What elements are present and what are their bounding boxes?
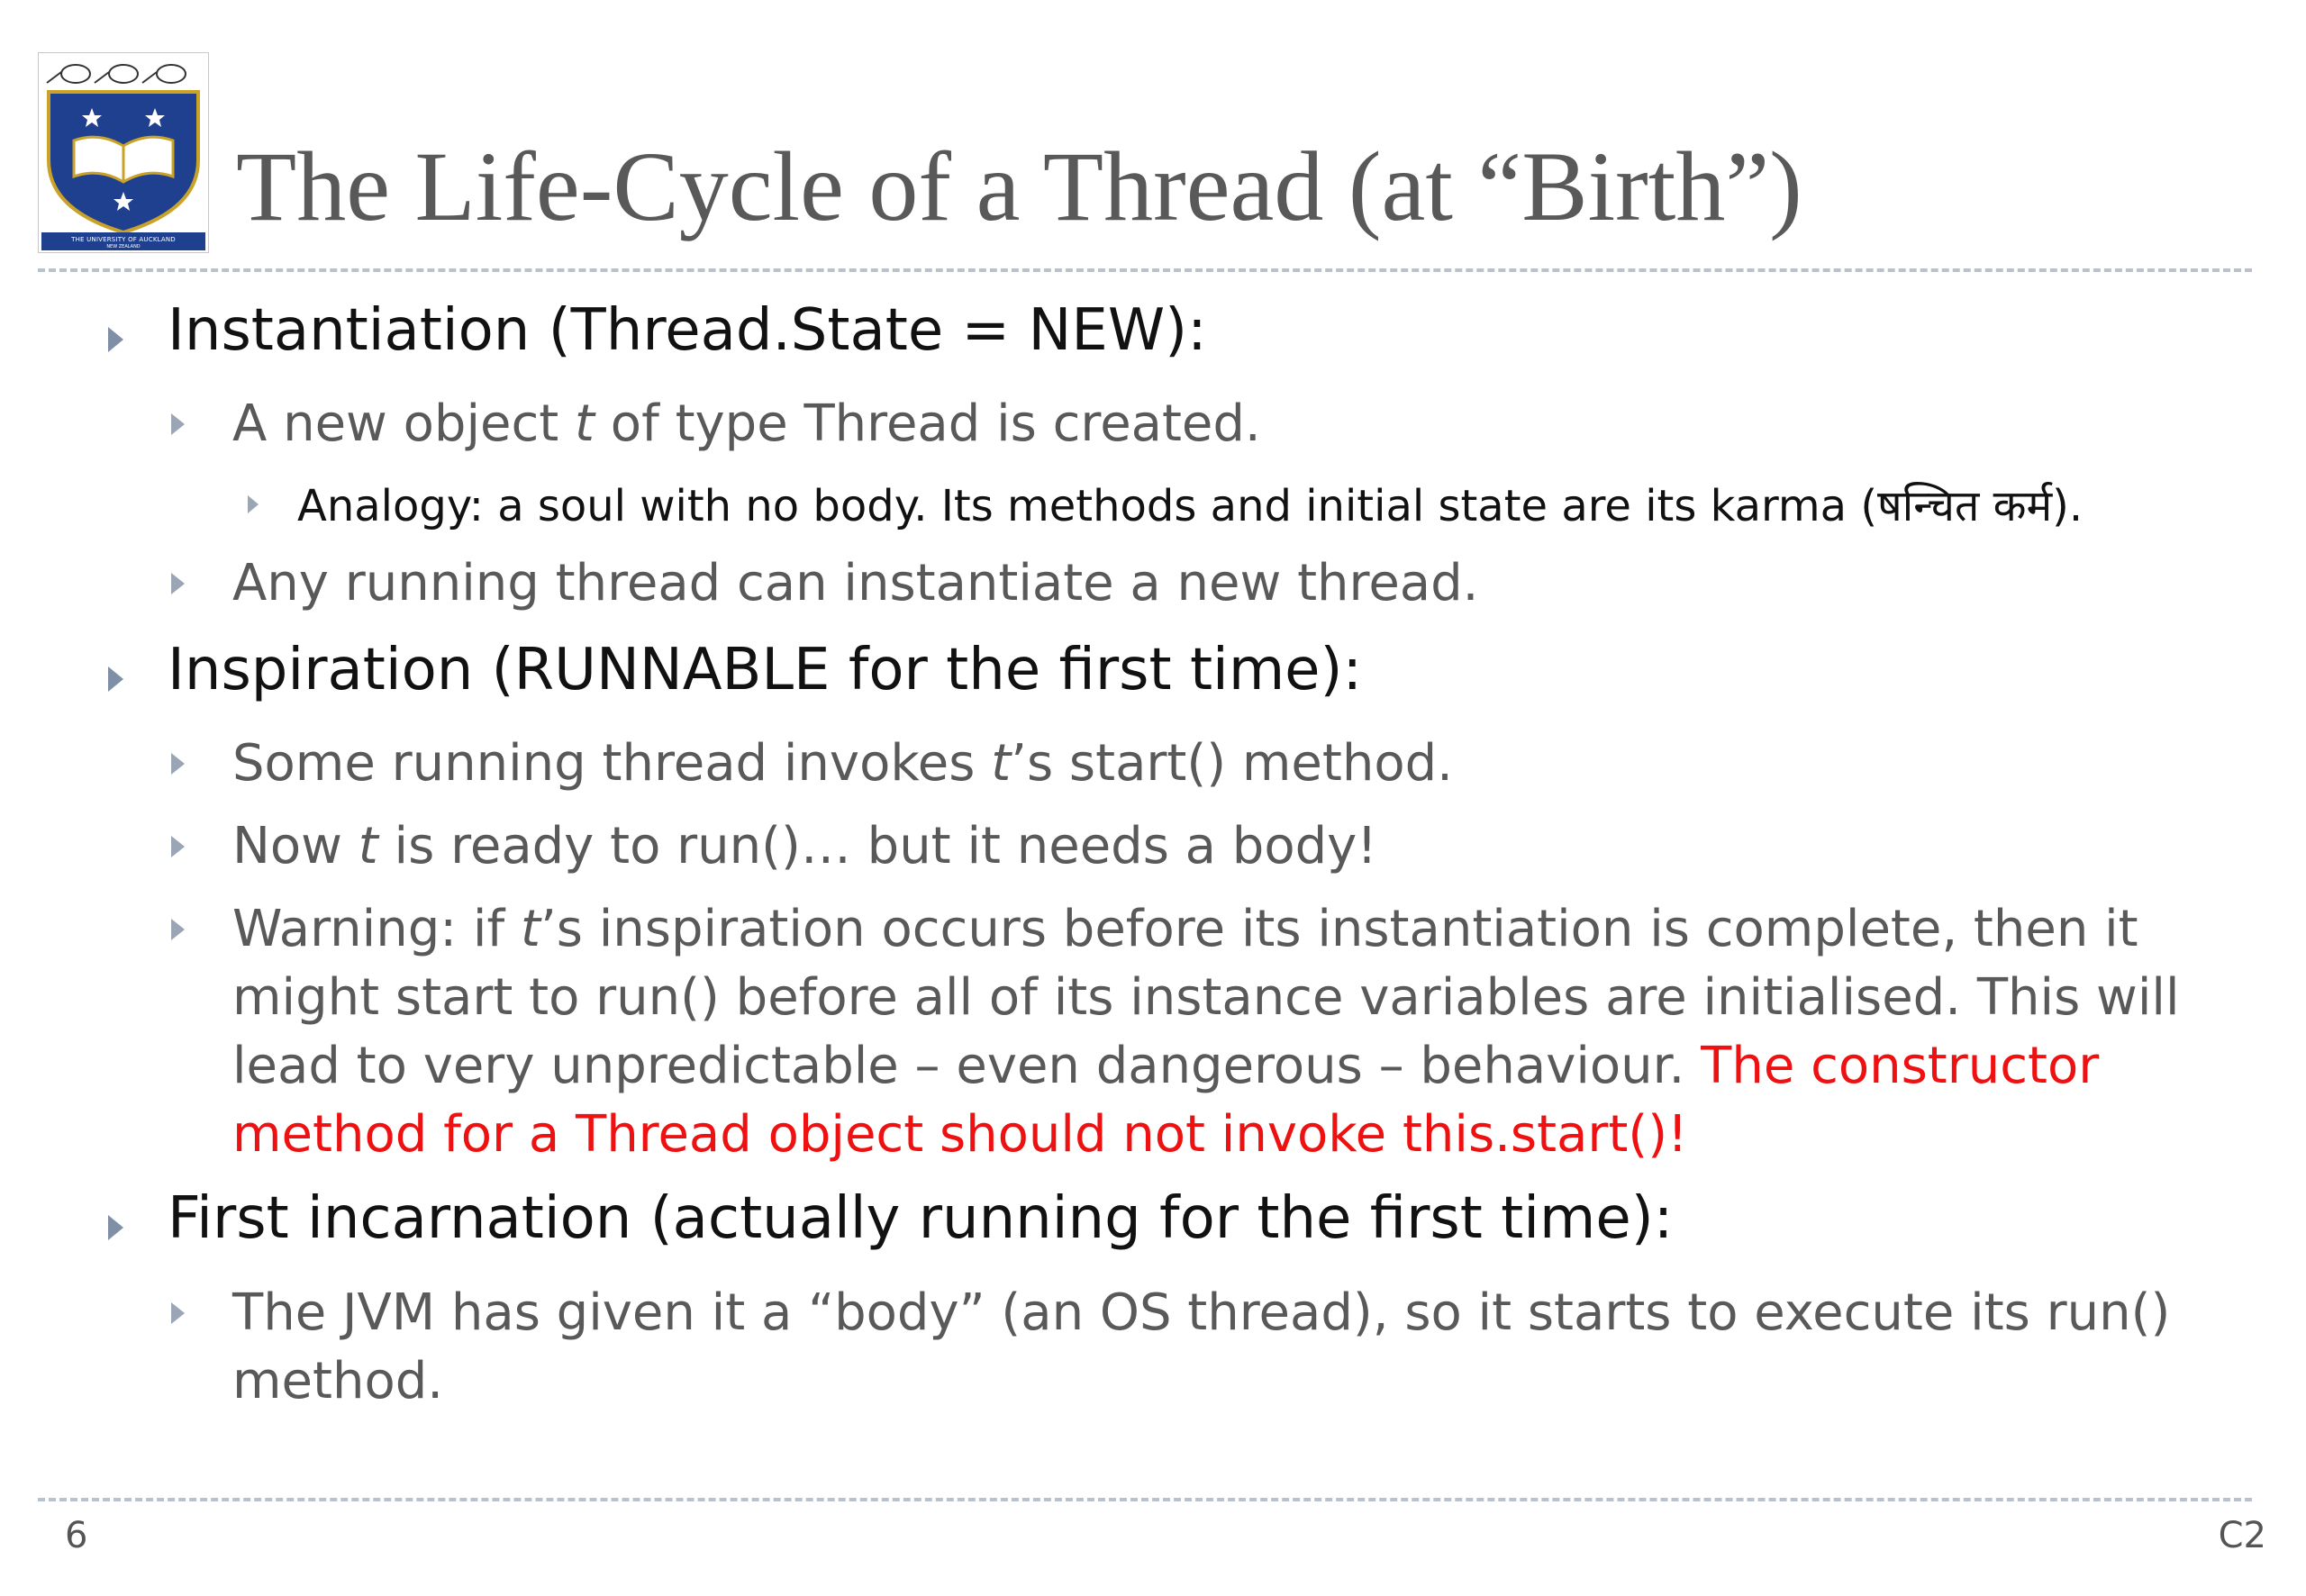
footer-code: C2 <box>2218 1515 2266 1556</box>
bullet-warning <box>232 895 2180 1169</box>
bullet-ready-to-run: Now t is ready to run()… but it needs a body! <box>232 817 1377 875</box>
bullet-arrow-icon <box>108 327 123 352</box>
bullet-heading-inspiration: Inspiration (RUNNABLE for the first time): <box>168 637 1363 703</box>
bullet-arrow-icon <box>108 667 123 692</box>
warning-line-1: Warning: if t’s inspiration occurs before its instantiation is complete, then it <box>232 900 2138 958</box>
bullet-analogy: Analogy: a soul with no body. Its methods and initial state are its karma (षन्चित कर्म). <box>297 481 2084 531</box>
bullet-arrow-icon <box>171 836 185 857</box>
bullet-jvm-body <box>232 1279 2170 1416</box>
bullet-heading-incarnation: First incarnation (actually running for the first time): <box>168 1185 1674 1252</box>
bullet-heading-instantiation: Instantiation (Thread.State = NEW): <box>168 297 1207 364</box>
bullet-arrow-icon <box>171 573 185 594</box>
bullet-arrow-icon <box>171 753 185 775</box>
logo-subtext: NEW ZEALAND <box>106 244 141 249</box>
bullet-arrow-icon <box>171 413 185 435</box>
warning-line-4: method for a Thread object should not invoke this.start()! <box>232 1105 1688 1164</box>
bullet-any-running-thread: Any running thread can instantiate a new thread. <box>232 554 1479 612</box>
bullet-new-object: A new object t of type Thread is created. <box>232 394 1261 453</box>
bullet-arrow-icon <box>171 1302 185 1324</box>
warning-emphasis: The constructor <box>1701 1037 2100 1095</box>
warning-line-2: might start to run() before all of its instance variables are initialised. This will <box>232 968 2180 1027</box>
jvm-line-2: method. <box>232 1352 444 1410</box>
bullet-arrow-icon <box>248 495 259 513</box>
slide-title: The Life-Cycle of a Thread (at “Birth”) <box>236 131 1802 241</box>
slide-number: 6 <box>65 1515 88 1556</box>
bullet-start-method: Some running thread invokes t’s start() method. <box>232 734 1453 793</box>
footer-divider <box>38 1498 2252 1501</box>
warning-line-3: lead to very unpredictable – even dangerous – behaviour. The constructor <box>232 1037 2100 1095</box>
bullet-arrow-icon <box>108 1215 123 1240</box>
logo-text: THE UNIVERSITY OF AUCKLAND <box>71 236 176 243</box>
jvm-line-1: The JVM has given it a “body” (an OS thread), so it starts to execute its run() <box>232 1283 2171 1342</box>
bullet-arrow-icon <box>171 919 185 940</box>
